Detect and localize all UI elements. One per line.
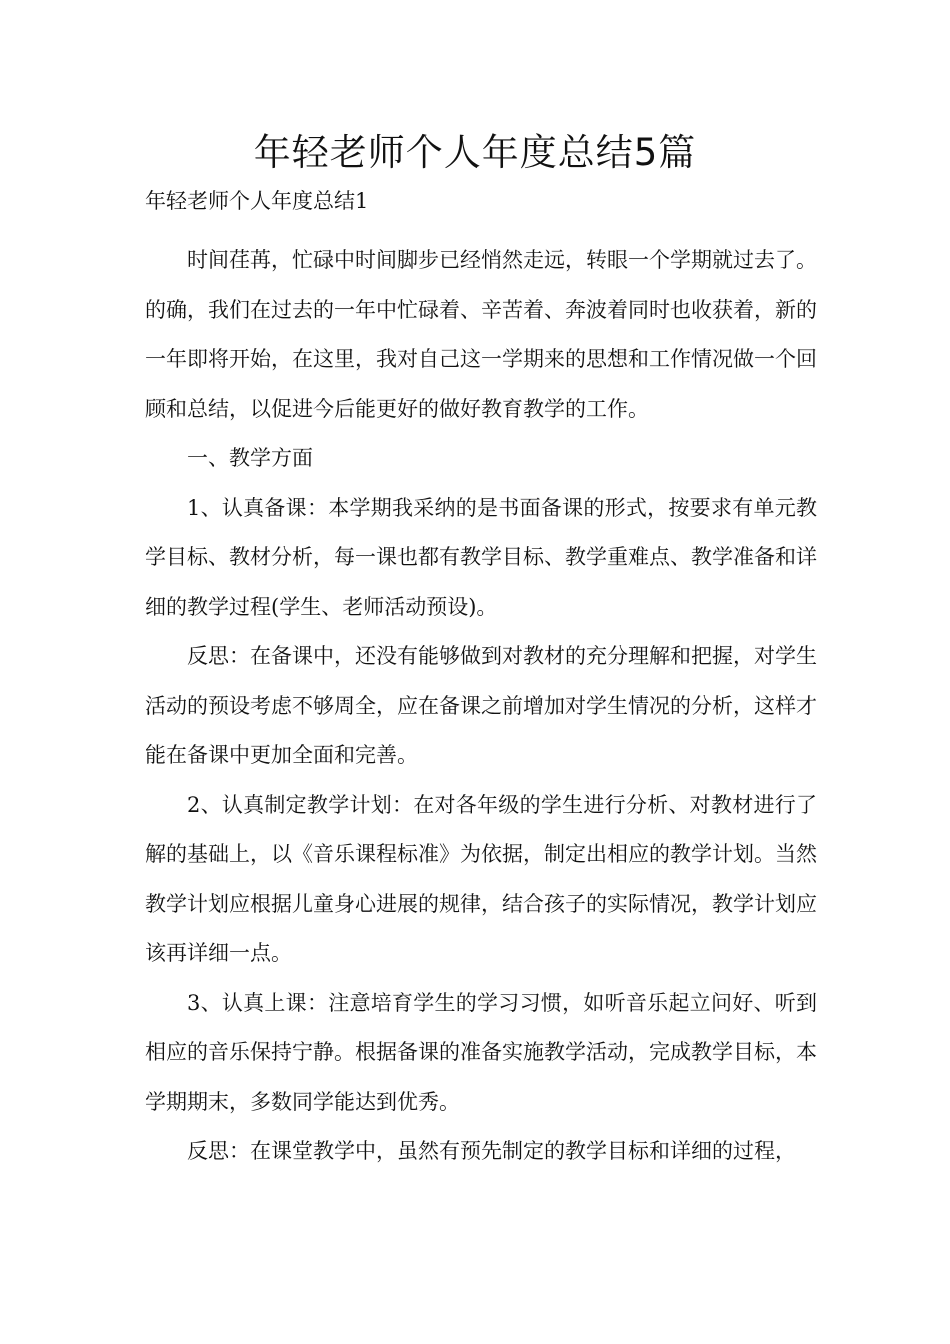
section-heading: 年轻老师个人年度总结1 bbox=[145, 189, 369, 213]
paragraph-teaching-plan: 2、认真制定教学计划：在对各年级的学生进行分析、对教材进行了解的基础上，以《音乐课程标准》为依据，制定出相应的教学计划。当然教学计划应根据儿童身心进展的规律，结合孩子的实际情况，教学计划应该再详细一点。 bbox=[145, 792, 817, 965]
paragraph-class-teaching: 3、认真上课：注意培育学生的学习习惯，如听音乐起立问好、听到相应的音乐保持宁静。根据备课的准备实施教学活动，完成教学目标，本学期期末，多数同学能达到优秀。 bbox=[145, 990, 817, 1114]
paragraph-intro: 时间荏苒，忙碌中时间脚步已经悄然走远，转眼一个学期就过去了。的确，我们在过去的一年中忙碌着、辛苦着、奔波着同时也收获着，新的一年即将开始，在这里，我对自己这一学期来的思想和工作情况做一个回顾和总结，以促进今后能更好的做好教育教学的工作。 bbox=[145, 248, 817, 421]
paragraph-reflection-1: 反思：在备课中，还没有能够做到对教材的充分理解和把握，对学生活动的预设考虑不够周全，应在备课之前增加对学生情况的分析，这样才能在备课中更加全面和完善。 bbox=[145, 644, 817, 767]
document-body bbox=[145, 236, 817, 1177]
paragraph-section-teaching: 一、教学方面 bbox=[187, 446, 313, 470]
paragraph-lesson-prep: 1、认真备课：本学期我采纳的是书面备课的形式，按要求有单元教学目标、教材分析，每一课也都有教学目标、教学重难点、教学准备和详细的教学过程(学生、老师活动预设)。 bbox=[145, 495, 817, 619]
paragraph-reflection-2: 反思：在课堂教学中，虽然有预先制定的教学目标和详细的过程， bbox=[187, 1139, 796, 1163]
document-title: 年轻老师个人年度总结5篇 bbox=[253, 131, 697, 174]
